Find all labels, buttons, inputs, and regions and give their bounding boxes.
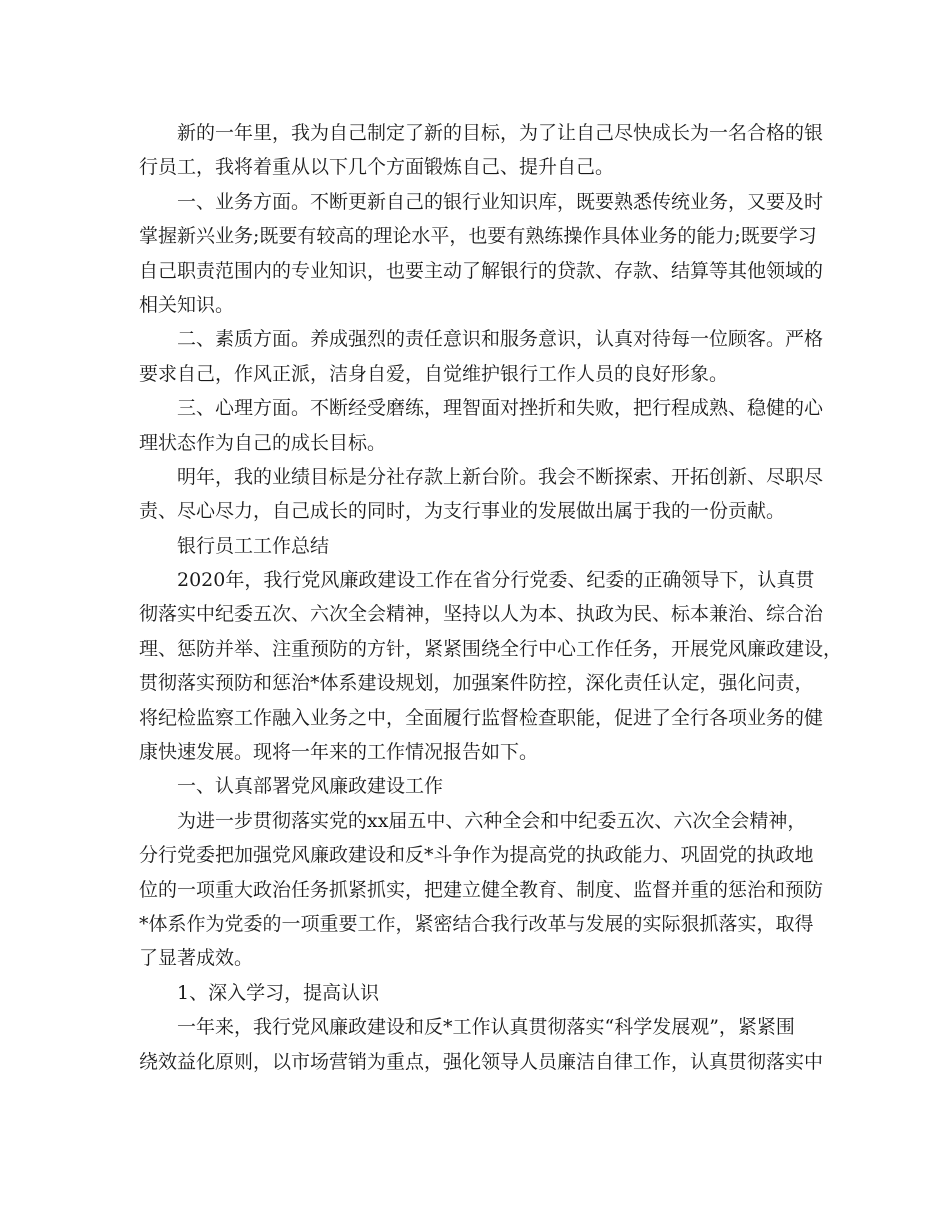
text-line: 分行党委把加强党风廉政建设和反*斗争作为提高党的执政能力、巩固党的执政地 xyxy=(139,844,814,867)
text-line: 理状态作为自己的成长目标。 xyxy=(139,431,387,454)
text-line: 要求自己，作风正派，洁身自爱，自觉维护银行工作人员的良好形象。 xyxy=(139,362,729,385)
text-line: 行员工，我将着重从以下几个方面锻炼自己、提升自己。 xyxy=(139,156,615,179)
text-line: 了显著成效。 xyxy=(139,947,254,970)
text-line: 将纪检监察工作融入业务之中，全面履行监督检查职能，促进了全行各项业务的健 xyxy=(139,706,824,729)
text-line: 二、素质方面。养成强烈的责任意识和服务意识，认真对待每一位顾客。严格 xyxy=(177,328,824,351)
text-line: 理、惩防并举、注重预防的方针，紧紧围绕全行中心工作任务，开展党风廉政建设， xyxy=(139,637,843,660)
text-line: *体系作为党委的一项重要工作，紧密结合我行改革与发展的实际狠抓落实，取得 xyxy=(139,912,814,935)
text-line: 绕效益化原则，以市场营销为重点，强化领导人员廉洁自律工作，认真贯彻落实中 xyxy=(139,1050,824,1073)
text-line: 明年，我的业绩目标是分社存款上新台阶。我会不断探索、开拓创新、尽职尽 xyxy=(177,465,824,488)
text-line: 贯彻落实预防和惩治*体系建设规划，加强案件防控，深化责任认定，强化问责， xyxy=(139,672,814,695)
text-line: 银行员工工作总结 xyxy=(177,534,330,557)
text-line: 掌握新兴业务;既要有较高的理论水平，也要有熟练操作具体业务的能力;既要学习 xyxy=(139,225,817,248)
text-line: 一年来，我行党风廉政建设和反*工作认真贯彻落实“科学发展观”，紧紧围 xyxy=(177,1016,795,1039)
text-line: 康快速发展。现将一年来的工作情况报告如下。 xyxy=(139,741,539,764)
text-line: 三、心理方面。不断经受磨练，理智面对挫折和失败，把行程成熟、稳健的心 xyxy=(177,397,824,420)
text-line: 自己职责范围内的专业知识，也要主动了解银行的贷款、存款、结算等其他领域的 xyxy=(139,259,824,282)
text-line: 彻落实中纪委五次、六次全会精神，坚持以人为本、执政为民、标本兼治、综合治 xyxy=(139,603,824,626)
document-body xyxy=(139,116,843,1079)
text-line: 2020年，我行党风廉政建设工作在省分行党委、纪委的正确领导下，认真贯 xyxy=(177,569,815,592)
text-line: 一、业务方面。不断更新自己的银行业知识库，既要熟悉传统业务，又要及时 xyxy=(177,190,824,213)
text-line: 责、尽心尽力，自己成长的同时，为支行事业的发展做出属于我的一份贡献。 xyxy=(139,500,786,523)
text-line: 一、认真部署党风廉政建设工作 xyxy=(177,775,444,798)
text-line: 位的一项重大政治任务抓紧抓实，把建立健全教育、制度、监督并重的惩治和预防 xyxy=(139,878,824,901)
text-line: 为进一步贯彻落实党的xx届五中、六种全会和中纪委五次、六次全会精神， xyxy=(177,809,807,832)
text-line: 相关知识。 xyxy=(139,293,235,316)
text-line: 新的一年里，我为自己制定了新的目标，为了让自己尽快成长为一名合格的银 xyxy=(177,122,824,144)
text-line: 1、深入学习，提高认识 xyxy=(177,981,380,1004)
